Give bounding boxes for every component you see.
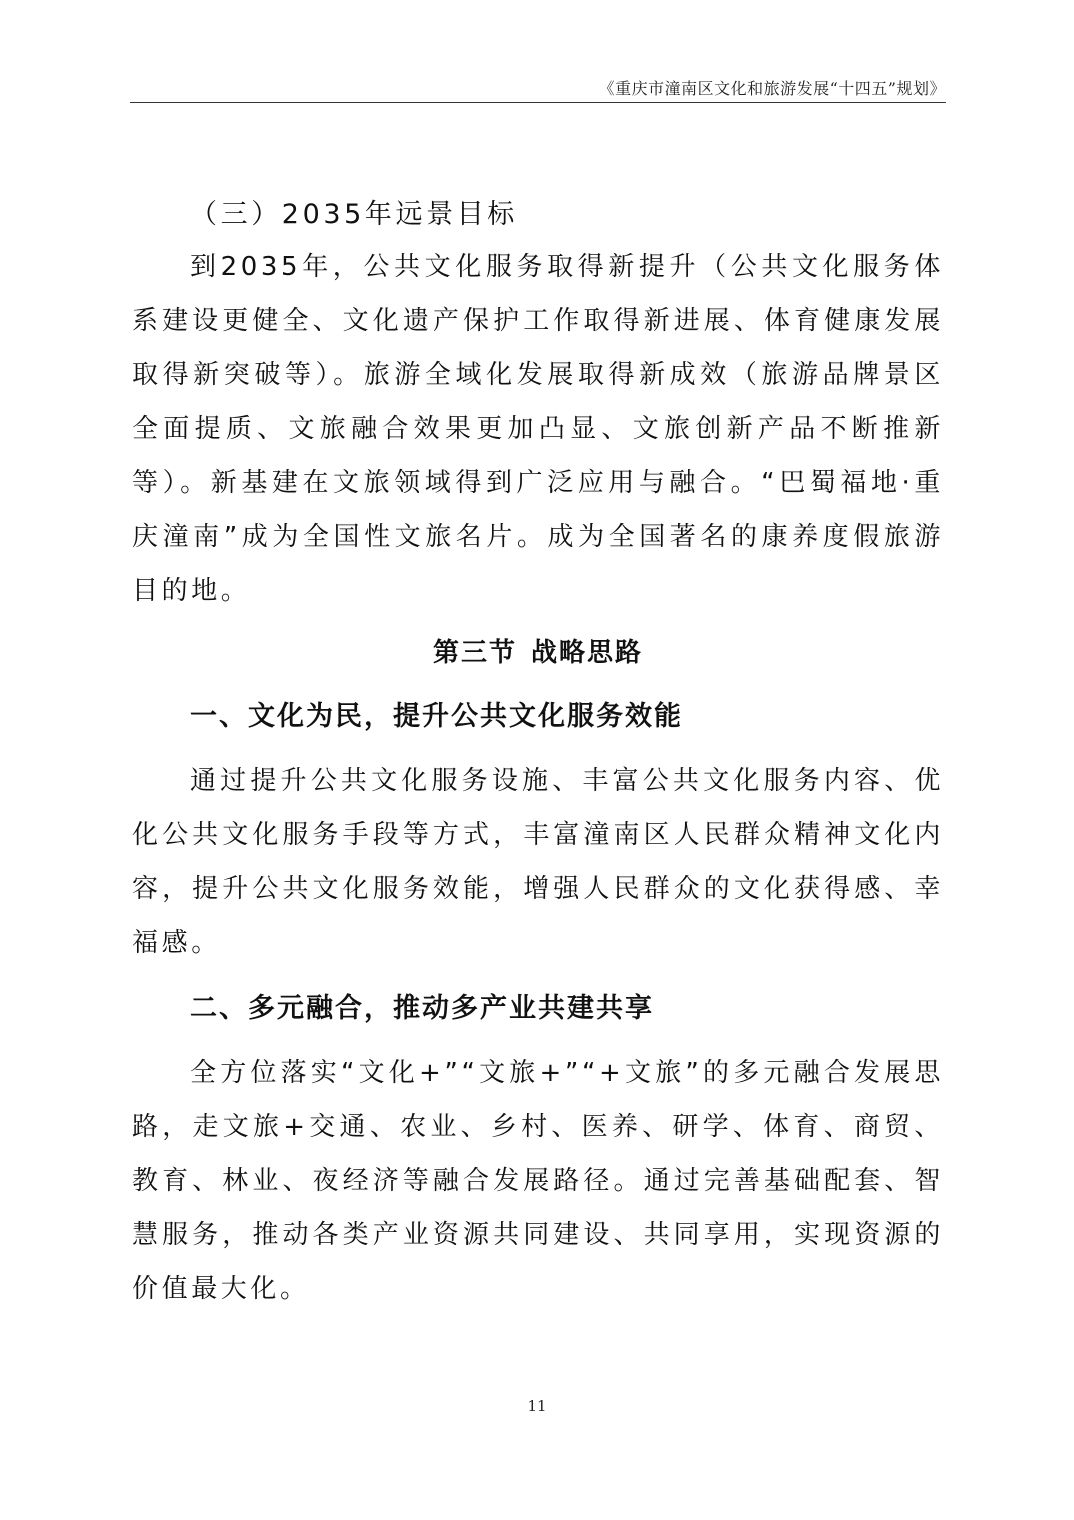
strategy-paragraph-2: 全方位落实“文化+”“文旅+”“+文旅”的多元融合发展思路，走文旅+交通、农业、乡村、医养、研学、体育、商贸、教育、林业、夜经济等融合发展路径。通过完善基础配套、智慧服务，推动各类产业资源共同建设、共同享用，实现资源的价值最大化。 [132,1058,944,1304]
page-body [132,188,944,1316]
vision-paragraph: 到2035年，公共文化服务取得新提升（公共文化服务体系建设更健全、文化遗产保护工作取得新进展、体育健康发展取得新突破等）。旅游全域化发展取得新成效（旅游品牌景区全面提质、文旅融合效果更加凸显、文旅创新产品不断推新等）。新基建在文旅领域得到广泛应用与融合。“巴蜀福地·重庆潼南”成为全国性文旅名片。成为全国著名的康养度假旅游目的地。 [132,252,944,606]
running-header: 《重庆市潼南区文化和旅游发展“十四五”规划》 [598,79,946,98]
strategy-heading-1: 一、文化为民，提升公共文化服务效能 [190,701,683,732]
section-title-text: 战略思路 [531,638,644,668]
strategy-paragraph-1: 通过提升公共文化服务设施、丰富公共文化服务内容、优化公共文化服务手段等方式，丰富潼南区人民群众精神文化内容，提升公共文化服务效能，增强人民群众的文化获得感、幸福感。 [132,766,944,958]
section-title [132,626,944,680]
header-divider [130,102,946,103]
page-number: 11 [527,1397,547,1415]
section-title-number: 第三节 [432,638,517,668]
strategy-heading-2: 二、多元融合，推动多产业共建共享 [190,993,654,1024]
subsection-heading: （三）2035年远景目标 [190,199,518,230]
